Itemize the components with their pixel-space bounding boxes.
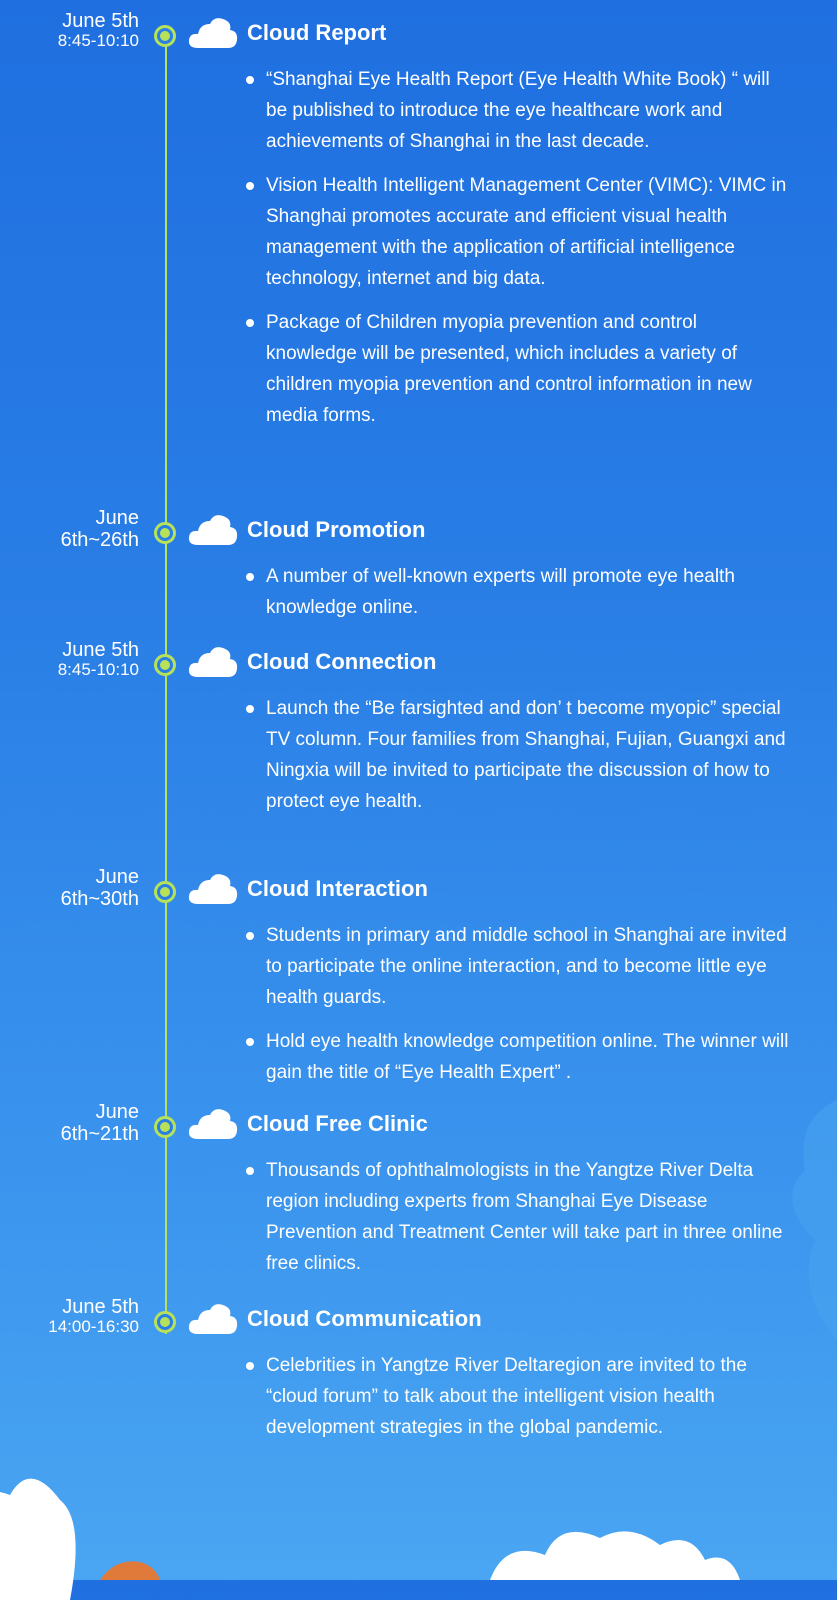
cloud-icon (188, 645, 238, 679)
timeline-line (165, 36, 167, 1334)
date-line2: 6th~26th (60, 529, 139, 551)
event-date (61, 507, 139, 551)
timeline-node (154, 522, 176, 544)
event-date (61, 1101, 139, 1145)
event-date (58, 10, 139, 51)
bullet-item: “Shanghai Eye Health Report (Eye Health White Book) “ will be published to introduce the eye healthcare work and achievements of Shanghai in the last decade. (245, 64, 790, 157)
date-line1: June (95, 1101, 139, 1123)
cloud-icon (188, 16, 238, 50)
cloud-icon (188, 872, 238, 906)
timeline-node (154, 1116, 176, 1138)
background-cloud-bottom-left (0, 1460, 80, 1600)
event-date (61, 866, 139, 910)
bullet-item: Students in primary and middle school in Shanghai are invited to participate the online interaction, and to become little eye health guards. (245, 920, 790, 1013)
timeline-node (154, 1311, 176, 1333)
event-title: Cloud Interaction (247, 876, 428, 901)
cloud-icon (188, 1107, 238, 1141)
bullet-list (245, 1350, 790, 1456)
date-line2: 14:00-16:30 (48, 1317, 139, 1336)
date-line2: 8:45-10:10 (57, 31, 139, 50)
background-cloud-bottom-right (490, 1520, 740, 1580)
event-title: Cloud Report (247, 20, 387, 45)
bullet-list (245, 920, 790, 1101)
bullet-item: Vision Health Intelligent Management Center (VIMC): VIMC in Shanghai promotes accurate and efficient visual health management with the application of artificial intelligence technology, internet and big data. (245, 170, 790, 294)
bullet-list (245, 561, 790, 636)
event-title: Cloud Connection (247, 649, 437, 674)
timeline-node (154, 25, 176, 47)
timeline-node (154, 654, 176, 676)
date-line2: 8:45-10:10 (57, 660, 139, 679)
bullet-list (245, 64, 790, 444)
bullet-item: Thousands of ophthalmologists in the Yangtze River Delta region including experts from Shanghai Eye Disease Prevention and Treatment Center will take part in three online free clinics. (245, 1155, 790, 1279)
date-line1: June (95, 866, 139, 888)
date-line1: June 5th (62, 1296, 139, 1318)
date-line1: June 5th (62, 639, 139, 661)
date-line1: June (95, 507, 139, 529)
bullet-item: Package of Children myopia prevention and control knowledge will be presented, which includes a variety of children myopia prevention and control information in new media forms. (245, 307, 790, 431)
date-line2: 6th~21th (60, 1123, 139, 1145)
event-title: Cloud Promotion (247, 517, 426, 542)
event-date (58, 639, 139, 680)
date-line2: 6th~30th (60, 888, 139, 910)
event-date (48, 1296, 139, 1337)
bullet-item: Launch the “Be farsighted and don’ t become myopic” special TV column. Four families from Shanghai, Fujian, Guangxi and Ningxia will be invited to participate the discussion of how to protect eye health. (245, 693, 790, 817)
bullet-list (245, 693, 790, 830)
timeline-node (154, 881, 176, 903)
date-line1: June 5th (62, 10, 139, 32)
bullet-item: A number of well-known experts will promote eye health knowledge online. (245, 561, 790, 623)
event-title: Cloud Free Clinic (247, 1111, 428, 1136)
bullet-item: Hold eye health knowledge competition online. The winner will gain the title of “Eye Health Expert” . (245, 1026, 790, 1088)
event-title: Cloud Communication (247, 1306, 482, 1331)
bullet-item: Celebrities in Yangtze River Deltaregion are invited to the “cloud forum” to talk about the intelligent vision health development strategies in the global pandemic. (245, 1350, 790, 1443)
background-orange-shape (100, 1558, 160, 1580)
cloud-icon (188, 513, 238, 547)
bullet-list (245, 1155, 790, 1292)
cloud-icon (188, 1302, 238, 1336)
